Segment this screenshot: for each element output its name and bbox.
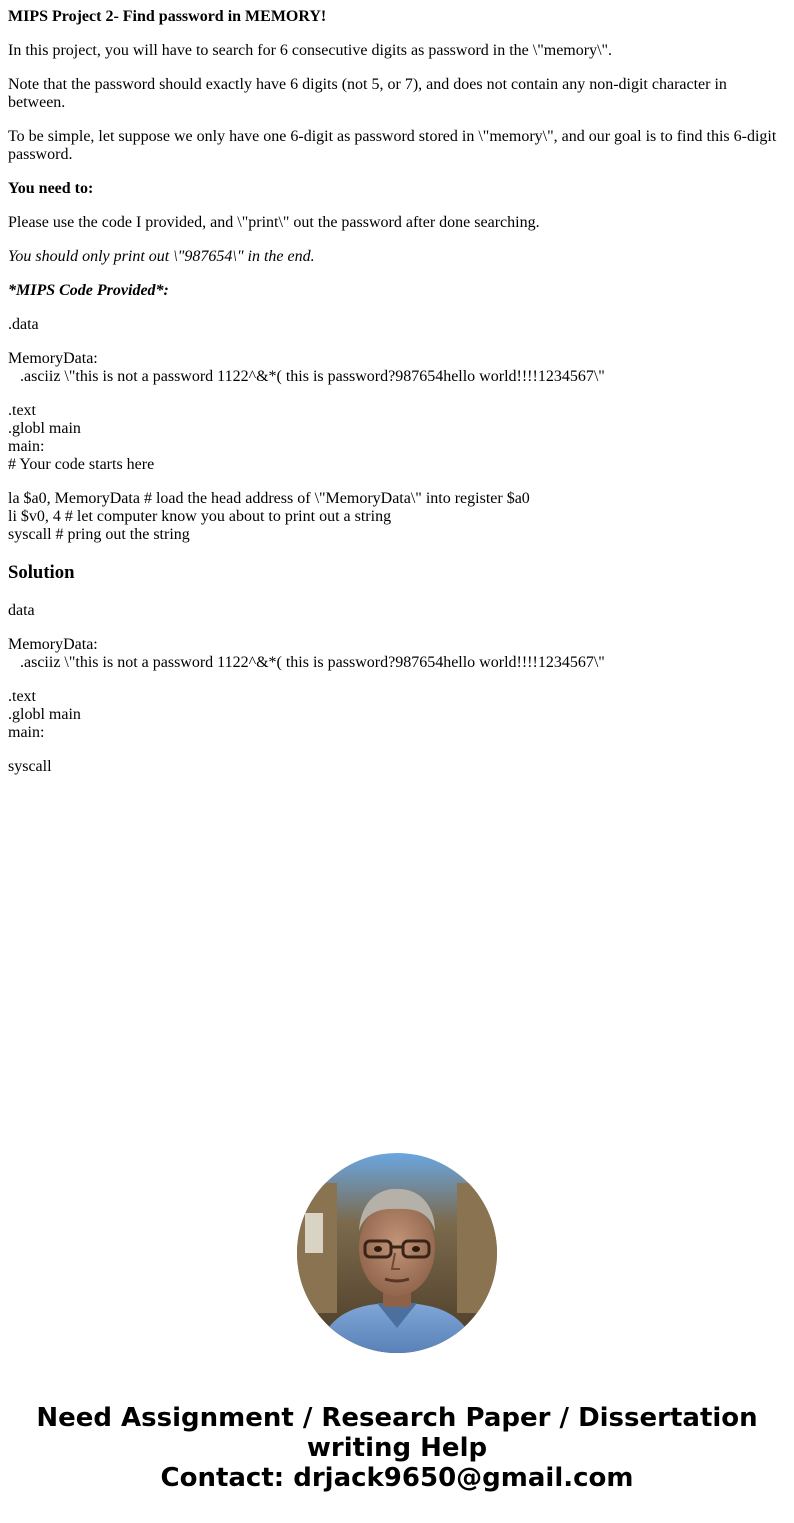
note-paragraph: Note that the password should exactly have 6 digits (not 5, or 7), and does not contain any non-digit character in between. — [8, 76, 727, 111]
code-data-directive: .data — [8, 316, 39, 333]
promo-contact: Contact: drjack9650@gmail.com — [160, 1463, 634, 1493]
author-photo-icon — [297, 1153, 497, 1353]
promo-line-2: writing Help — [306, 1433, 488, 1463]
solution-data-directive: data — [8, 602, 35, 619]
promo-banner — [0, 1403, 794, 1493]
code-heading: *MIPS Code Provided*: — [8, 282, 169, 299]
requirements-heading: You need to: — [8, 180, 94, 197]
author-avatar — [297, 1153, 497, 1353]
code-text-section: .text .globl main main: # Your code starts here — [8, 402, 155, 473]
solution-text-section: .text .globl main main: — [8, 688, 81, 741]
intro-paragraph: In this project, you will have to search for 6 consecutive digits as password in the \"memory\". — [8, 42, 613, 59]
simplification-paragraph: To be simple, let suppose we only have one 6-digit as password stored in \"memory\", and our goal is to find this 6-digit password. — [8, 128, 777, 163]
instruction-paragraph: Please use the code I provided, and \"print\" out the password after done searching. — [8, 214, 540, 231]
expected-output-paragraph: You should only print out \"987654\" in the end. — [8, 248, 315, 265]
code-memory-data: MemoryData: .asciiz \"this is not a password 1122^&*( this is password?987654hello world!!!!1234567\" — [8, 350, 605, 385]
solution-heading: Solution — [8, 562, 75, 583]
question-title: MIPS Project 2- Find password in MEMORY! — [8, 8, 327, 25]
solution-syscall: syscall — [8, 758, 52, 775]
code-print-section: la $a0, MemoryData # load the head address of \"MemoryData\" into register $a0 li $v0, 4 # let computer know you about to print out a string syscall # pring out the string — [8, 490, 530, 543]
solution-memory-data: MemoryData: .asciiz \"this is not a password 1122^&*( this is password?987654hello world!!!!1234567\" — [8, 636, 605, 671]
promo-line-1: Need Assignment / Research Paper / Dissertation — [36, 1403, 758, 1433]
question-content — [8, 0, 786, 792]
